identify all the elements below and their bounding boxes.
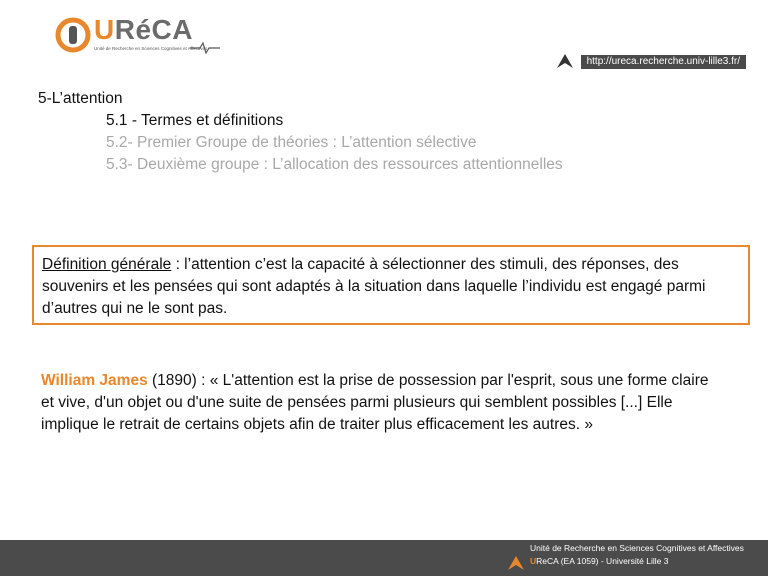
quote-text: (1890) : « L'attention est la prise de possession par l'esprit, sous une forme claire et vive, d'un objet ou d'une suite de pensées parmi plusieurs qui semblent possibles [...] Elle implique le retrait de certains objets afin de traiter plus efficacement les autres. » [41,372,709,433]
logo-subtitle: Unité de Recherche en Sciences Cognitives et Affectives [94,46,208,51]
footer-affiliation [530,556,668,566]
footer-initial: U [530,556,537,566]
outline-item-5-3: 5.3- Deuxième groupe : L’allocation des ressources attentionnelles [106,156,563,173]
definition-label: Définition générale [42,256,172,273]
outline-main-title: 5-L’attention [38,90,123,107]
footer-arrow-icon [508,556,524,570]
outline-item-5-1: 5.1 - Termes et définitions [106,112,284,129]
definition-text: : l’attention c’est la capacité à sélectionner des stimuli, des réponses, des souvenirs et les pensées qui sont adaptés à la situation dans laquelle l’individu est engagé parmi d’autres qui ne le sont pas. [42,256,706,317]
ureca-logo [54,14,219,56]
footer-unit-name: Unité de Recherche en Sciences Cognitives et Affectives [530,543,744,553]
logo-initial: U [94,14,115,45]
section-outline [38,90,738,178]
slide-footer [0,540,768,576]
quote-author: William James [41,372,148,389]
site-url[interactable]: http://ureca.recherche.univ-lille3.fr/ [581,55,746,69]
slide-header [0,0,768,80]
logo-rest: RéCA [114,14,193,45]
definition-box [32,245,750,325]
ureca-logo-icon [54,16,92,54]
outline-item-5-2: 5.2- Premier Groupe de théories : L’attention sélective [106,134,477,151]
pulse-icon [190,42,220,54]
william-james-quote [41,370,721,436]
url-arrow-icon [557,54,573,68]
logo-wordmark [94,14,193,46]
footer-affiliation-text: ReCA (EA 1059) - Université Lille 3 [536,556,669,566]
